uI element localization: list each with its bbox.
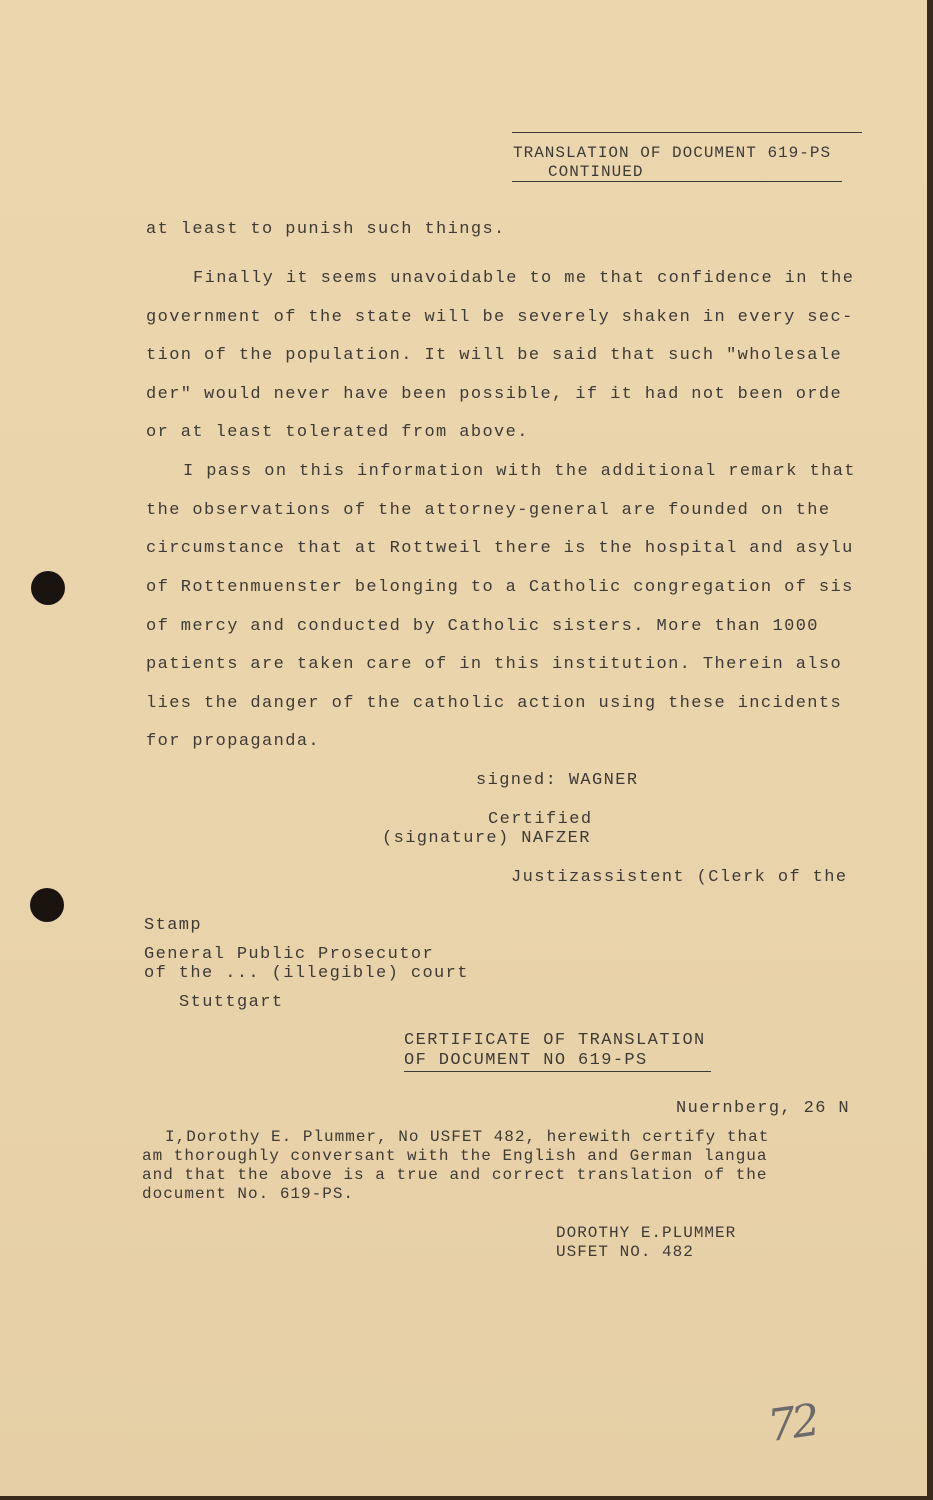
body-line: circumstance that at Rottweil there is the hospital and asylu: [146, 539, 854, 558]
header-title: TRANSLATION OF DOCUMENT 619-PS: [513, 144, 832, 162]
certificate-rule: [404, 1071, 711, 1072]
clerk-line: Justizassistent (Clerk of the: [511, 868, 848, 887]
body-line: patients are taken care of in this institution. Therein also: [146, 655, 843, 674]
header-rule-bottom: [512, 181, 842, 182]
stamp-label: Stamp: [144, 916, 203, 935]
body-line: at least to punish such things.: [146, 220, 506, 239]
body-line: government of the state will be severely shaken in every sec-: [146, 308, 854, 327]
page-edge-right: [927, 0, 933, 1500]
body-line: der" would never have been possible, if it had not been orde: [146, 385, 843, 404]
punch-hole-top: [31, 571, 65, 605]
signed-line: signed: WAGNER: [476, 771, 639, 790]
body-line: or at least tolerated from above.: [146, 423, 529, 442]
translator-number: USFET NO. 482: [556, 1243, 694, 1261]
body-line: tion of the population. It will be said that such "wholesale: [146, 346, 843, 365]
body-line: of Rottenmuenster belonging to a Catholic congregation of sis: [146, 578, 854, 597]
certificate-title: CERTIFICATE OF TRANSLATION: [404, 1031, 706, 1050]
certified-line: Certified: [488, 810, 593, 829]
page-edge-bottom: [0, 1496, 933, 1500]
stamp-line: of the ... (illegible) court: [144, 964, 469, 983]
certificate-text-line: I,Dorothy E. Plummer, No USFET 482, herewith certify that: [165, 1128, 770, 1146]
header-continued: CONTINUED: [548, 163, 644, 181]
body-line: of mercy and conducted by Catholic sisters. More than 1000: [146, 617, 819, 636]
body-line: the observations of the attorney-general are founded on the: [146, 501, 831, 520]
certificate-subtitle: OF DOCUMENT NO 619-PS: [404, 1051, 648, 1070]
certificate-text-line: document No. 619-PS.: [142, 1185, 355, 1203]
punch-hole-bottom: [30, 888, 64, 922]
certificate-text-line: am thoroughly conversant with the English and German langua: [142, 1147, 768, 1165]
handwritten-page-number: 72: [764, 1394, 820, 1453]
body-line: I pass on this information with the additional remark that: [183, 462, 856, 481]
stamp-line: General Public Prosecutor: [144, 945, 435, 964]
certificate-text-line: and that the above is a true and correct translation of the: [142, 1166, 768, 1184]
body-line: for propaganda.: [146, 732, 321, 751]
body-line: lies the danger of the catholic action using these incidents: [146, 694, 843, 713]
stamp-line: Stuttgart: [179, 993, 284, 1012]
header-rule-top: [512, 132, 862, 133]
signature-line: (signature) NAFZER: [382, 829, 591, 848]
body-line: Finally it seems unavoidable to me that confidence in the: [193, 269, 855, 288]
translator-name: DOROTHY E.PLUMMER: [556, 1224, 737, 1242]
place-date: Nuernberg, 26 N: [676, 1099, 851, 1118]
